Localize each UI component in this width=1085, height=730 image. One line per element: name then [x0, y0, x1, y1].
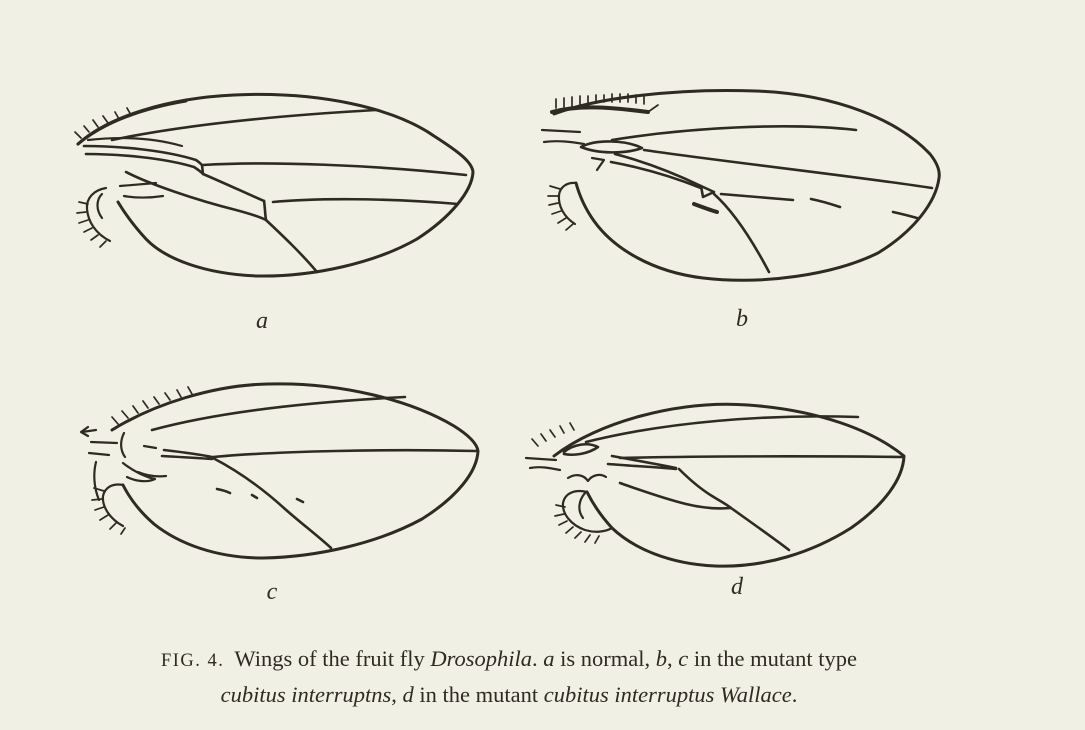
wing-alula-hairs [555, 505, 599, 543]
caption-segment: . [791, 682, 798, 707]
wing-vein-l2 [152, 397, 405, 430]
wing-alula-lobe [87, 188, 110, 241]
wing-vein-l5 [731, 508, 789, 550]
panel-label-b: b [736, 306, 748, 332]
wing-vein-l5 [126, 172, 317, 272]
caption-segment: Drosophila [430, 646, 533, 671]
wing-crossvein-knot [701, 186, 714, 197]
wing-vein-l3 [213, 450, 476, 457]
wing-base-marks [81, 427, 156, 457]
wing-costa-comb [532, 423, 574, 446]
wing-vein-l2 [612, 126, 856, 140]
caption-segment: , [391, 682, 403, 707]
wing-drawing-c [66, 364, 494, 576]
caption-line [64, 678, 954, 711]
wing-vein-fork-lower [620, 483, 731, 508]
caption-segment: in the mutant type [688, 646, 858, 671]
wing-drawing-d [514, 376, 918, 581]
wing-base-bristles [75, 108, 131, 138]
caption-segment: . [532, 646, 544, 671]
caption-segment: cubitus interruptns [220, 682, 392, 707]
wing-costa-comb [112, 387, 192, 424]
caption-segment: b [655, 646, 668, 671]
wing-vein-l4-interrupted [721, 194, 917, 218]
wing-base-hooks [94, 462, 166, 500]
wing-basal-sliver [611, 154, 701, 188]
wing-vein-stub [694, 204, 717, 212]
caption-segment: in the mutant [413, 682, 544, 707]
caption-segment: , [667, 646, 679, 671]
wing-panel-d [514, 376, 918, 581]
wing-outline [554, 404, 904, 566]
wing-panel-c [66, 364, 494, 576]
wing-drawing-b [534, 80, 950, 304]
wing-base-marks [526, 458, 606, 481]
wing-vein-l5 [714, 194, 769, 272]
wing-posterior-crossvein [264, 201, 266, 220]
wing-basal-cell [84, 146, 202, 173]
caption-segment: a [543, 646, 555, 671]
wing-panel-a [64, 86, 476, 300]
caption-line [64, 642, 954, 678]
wing-vein-l2 [112, 110, 376, 140]
wing-outline [554, 90, 939, 280]
wing-alula-lobe [563, 491, 612, 532]
wing-alula-lobe [559, 183, 576, 224]
figure-caption [64, 642, 954, 711]
caption-segment: Wings of the fruit fly [234, 646, 431, 671]
caption-segment: cubitus interruptus Wallace [543, 682, 792, 707]
caption-segment: d [402, 682, 414, 707]
panel-label-c: c [266, 579, 278, 605]
wing-vein-l3 [620, 456, 902, 458]
wing-basal-cell [581, 141, 642, 152]
wing-anterior-crossvein [202, 165, 203, 174]
wing-vein-l4 [203, 174, 458, 204]
wing-panel-b [534, 80, 950, 304]
wing-basal-sliver [162, 450, 212, 459]
wing-vein-l4-remnants [217, 489, 303, 502]
wing-outline [112, 384, 478, 558]
caption-segment: is normal, [554, 646, 656, 671]
panel-label-a: a [256, 308, 268, 334]
wing-vein-fork-upper [679, 469, 731, 508]
panel-label-d: d [731, 574, 743, 600]
wing-vein-l5 [213, 458, 331, 548]
caption-segment: c [678, 646, 689, 671]
caption-segment: FIG. 4. [160, 651, 225, 671]
wing-alula-lobe [103, 484, 123, 526]
wing-drawing-a [64, 86, 476, 300]
wing-vein-l3 [203, 163, 466, 175]
